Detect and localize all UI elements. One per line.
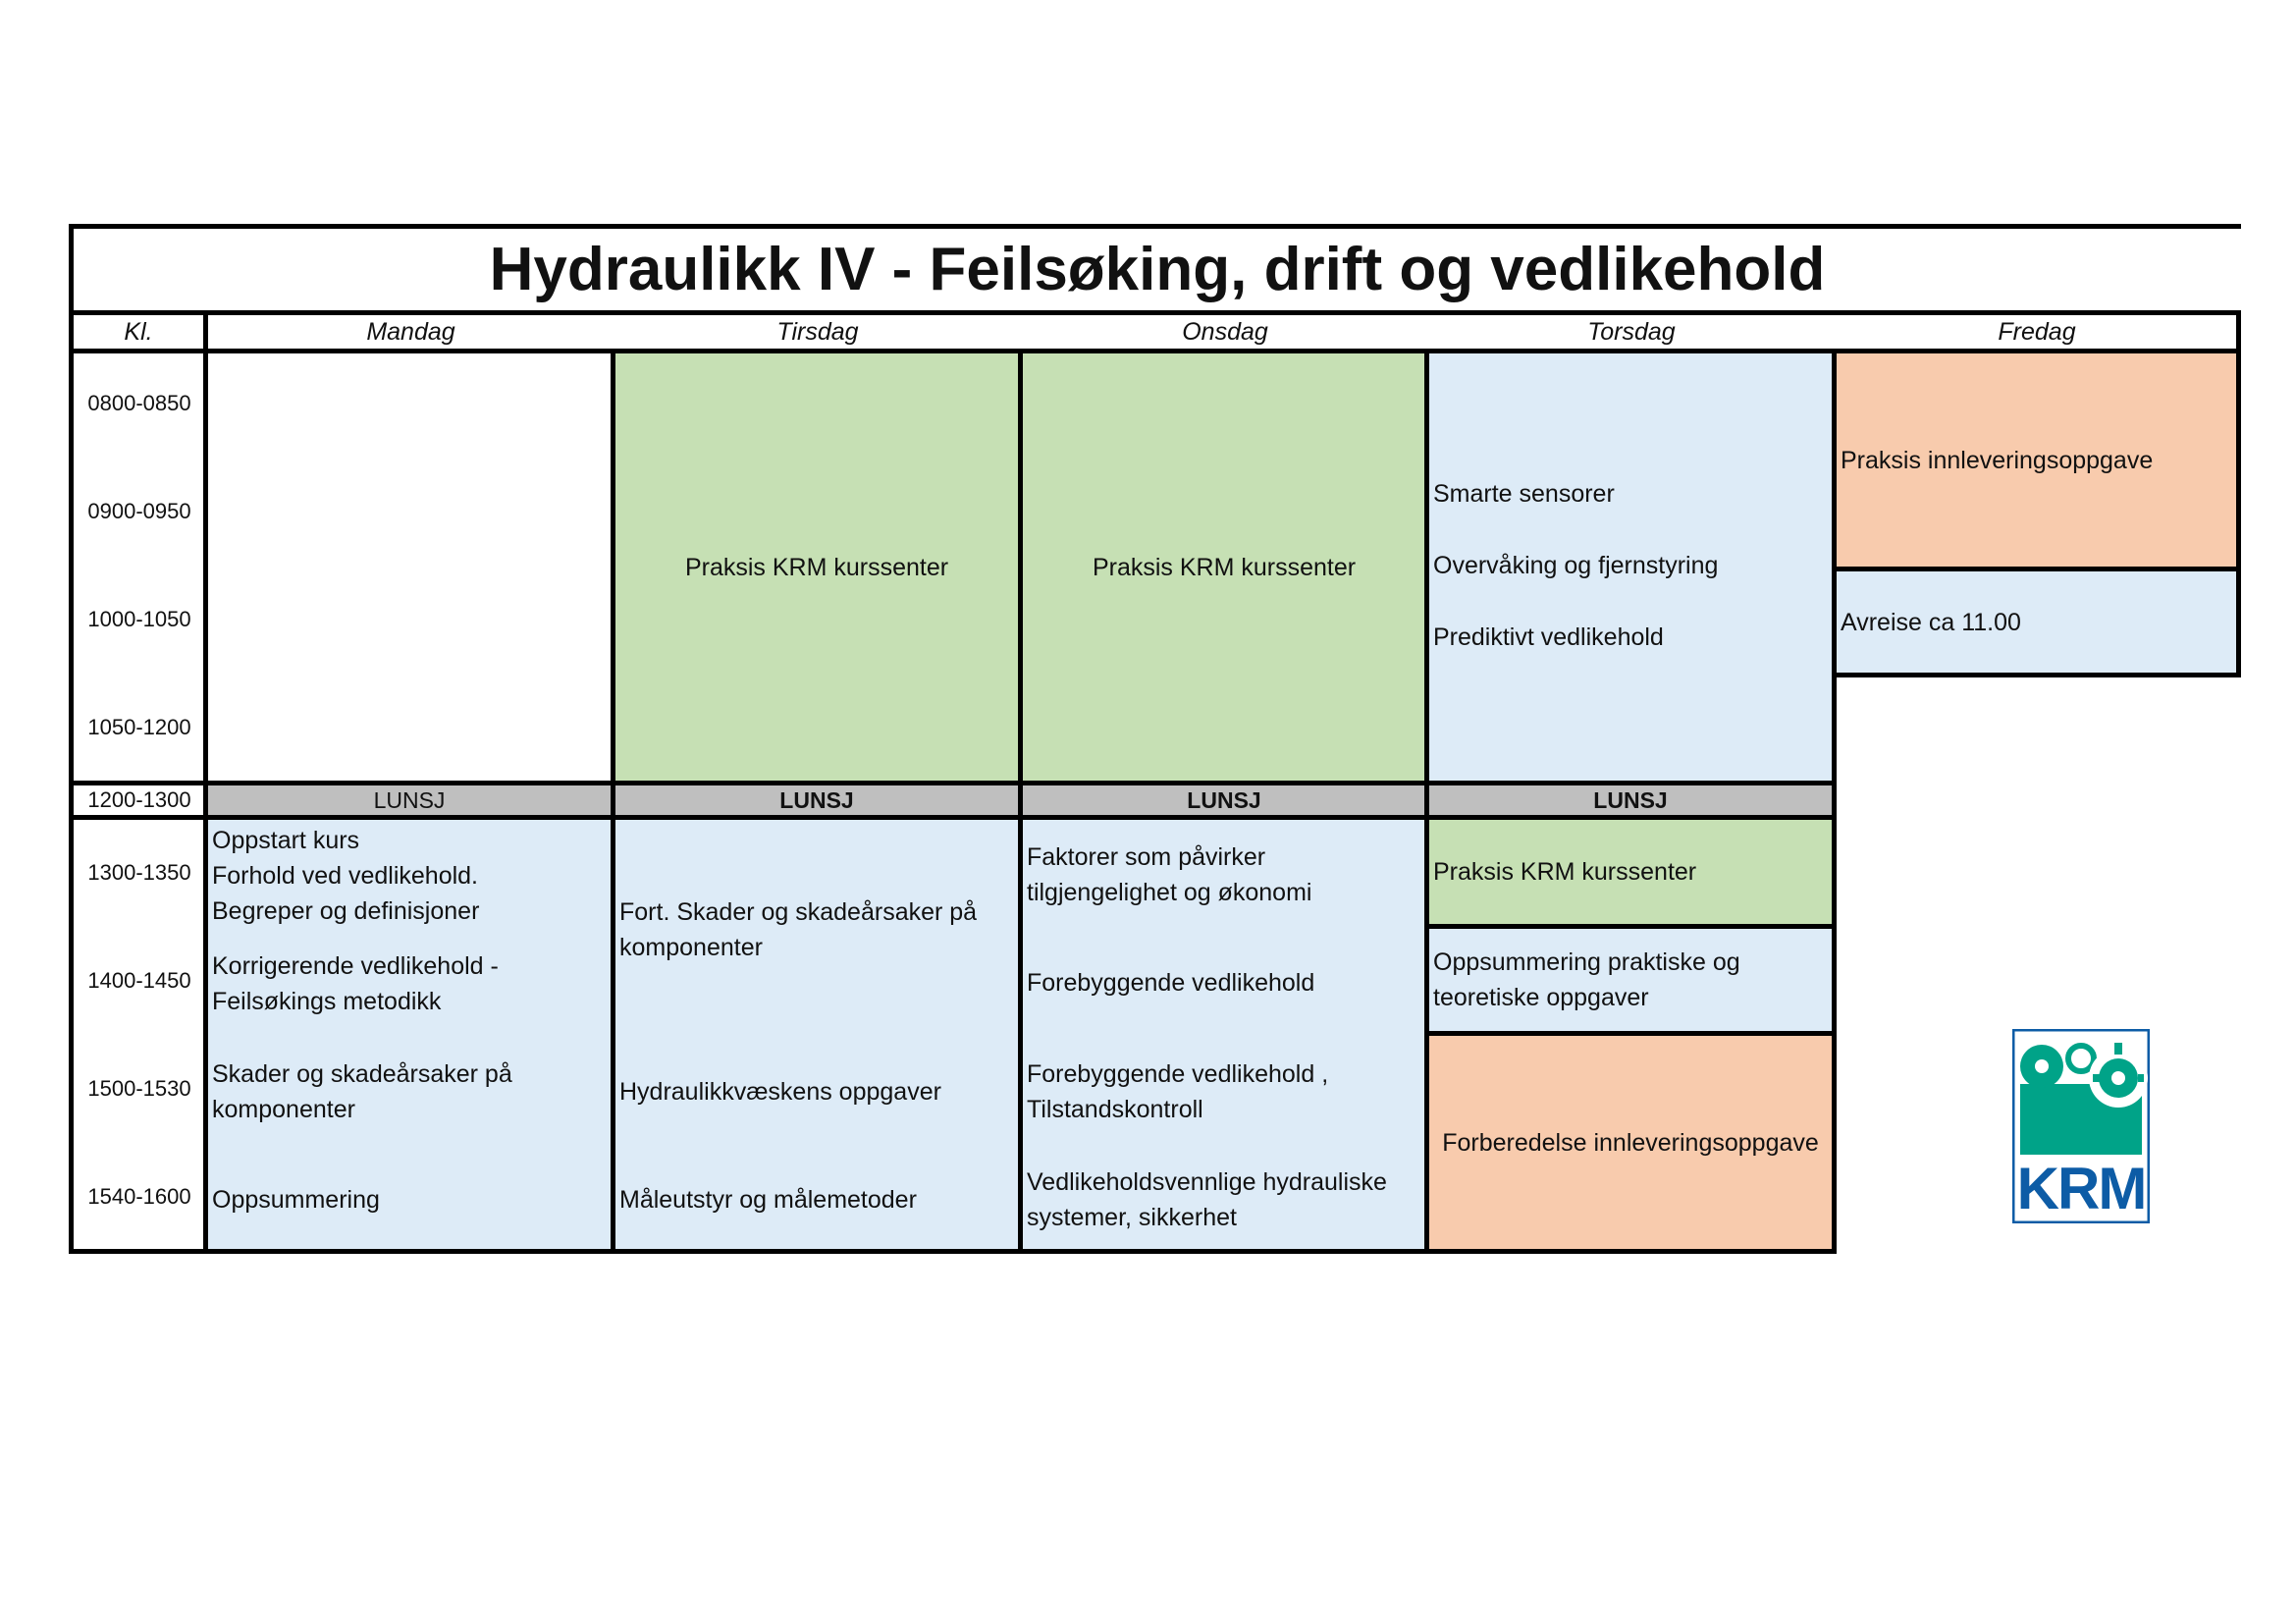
time-slot: 1200-1300	[87, 787, 191, 812]
header-fredag: Fredag	[1998, 318, 2076, 346]
lunch-tirsdag: LUNSJ	[611, 781, 1023, 820]
mandag-afternoon-item: Forhold ved vedlikehold.	[212, 862, 478, 890]
onsdag-morning: Praksis KRM kurssenter	[1018, 349, 1430, 785]
mandag-afternoon-item: Oppsummering	[212, 1186, 380, 1214]
onsdag-afternoon-item: Forebyggende vedlikehold	[1027, 969, 1315, 997]
mandag-afternoon-item: Korrigerende vedlikehold - Feilsøkings metodikk	[212, 952, 499, 1015]
time-slot: 1050-1200	[87, 715, 191, 739]
page-title: Hydraulikk IV - Feilsøking, drift og vedlikehold	[489, 236, 1826, 303]
torsdag-morning-item: Overvåking og fjernstyring	[1433, 552, 1719, 579]
header-time: Kl.	[69, 310, 208, 353]
lunch-onsdag: LUNSJ	[1018, 781, 1430, 820]
tirsdag-afternoon-item: Måleutstyr og målemetoder	[619, 1186, 917, 1214]
tirsdag-afternoon-item: Fort. Skader og skadeårsaker på komponenter	[619, 898, 978, 961]
mandag-afternoon-item: Oppstart kurs	[212, 827, 360, 854]
lunch-torsdag: LUNSJ	[1424, 781, 1837, 820]
time-slot: 1500-1530	[87, 1076, 191, 1101]
header-torsdag: Torsdag	[1587, 318, 1676, 346]
lunch-mandag: LUNSJ	[203, 781, 615, 820]
header-mandag: Mandag	[366, 318, 455, 346]
time-slot: 1400-1450	[87, 968, 191, 993]
torsdag-afternoon-1: Praksis KRM kurssenter	[1424, 815, 1837, 929]
onsdag-afternoon-item: Forebyggende vedlikehold , Tilstandskontroll	[1027, 1060, 1329, 1123]
time-slot: 1300-1350	[87, 860, 191, 885]
onsdag-afternoon-item: Vedlikeholdsvennlige hydrauliske systemer, sikkerhet	[1027, 1168, 1387, 1231]
tirsdag-morning: Praksis KRM kurssenter	[611, 349, 1023, 785]
mandag-afternoon-item: Skader og skadeårsaker på komponenter	[212, 1060, 512, 1123]
time-slot: 0900-0950	[87, 499, 191, 523]
mandag-afternoon-item: Begreper og definisjoner	[212, 897, 480, 925]
fredag-morning-1: Praksis innleveringsoppgave	[1832, 349, 2241, 571]
krm-logo-text: KRM	[2016, 1156, 2146, 1221]
fredag-morning-2: Avreise ca 11.00	[1832, 567, 2241, 677]
mandag-morning	[203, 349, 615, 785]
torsdag-afternoon-2: Oppsummering praktiske og teoretiske oppgaver	[1424, 924, 1837, 1036]
time-slot: 0800-0850	[87, 391, 191, 415]
header-tirsdag: Tirsdag	[776, 318, 859, 346]
header-onsdag: Onsdag	[1182, 318, 1268, 346]
torsdag-morning-item: Prediktivt vedlikehold	[1433, 623, 1664, 651]
krm-logo	[2012, 1029, 2150, 1223]
time-slot: 1540-1600	[87, 1184, 191, 1209]
torsdag-afternoon-3: Forberedelse innleveringsoppgave	[1424, 1031, 1837, 1254]
torsdag-morning-item: Smarte sensorer	[1433, 480, 1615, 508]
onsdag-afternoon-item: Faktorer som påvirker tilgjengelighet og økonomi	[1027, 843, 1312, 906]
time-slot: 1000-1050	[87, 607, 191, 631]
tirsdag-afternoon-item: Hydraulikkvæskens oppgaver	[619, 1078, 941, 1106]
